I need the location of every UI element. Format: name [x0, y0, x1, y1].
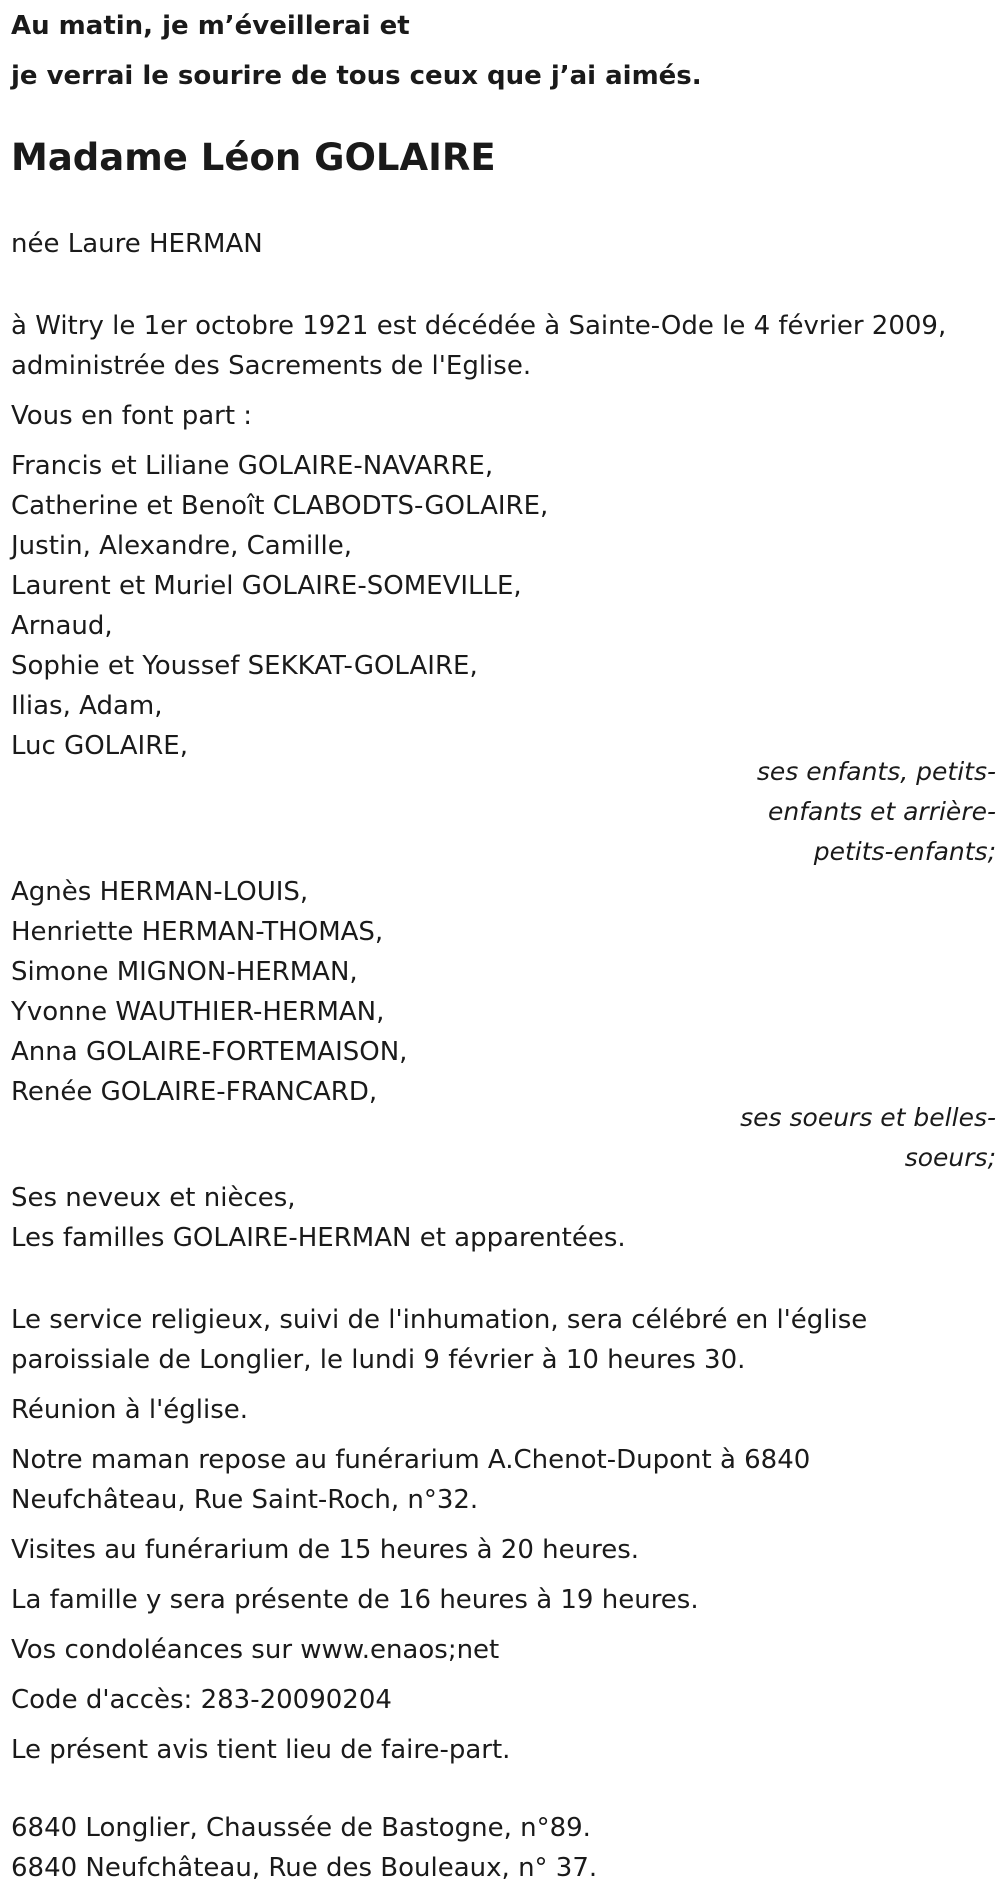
- visits-text: Visites au funérarium de 15 heures à 20 heures.: [11, 1535, 640, 1565]
- notice-text: Le présent avis tient lieu de faire-part.: [11, 1735, 511, 1765]
- children-relation-line-1: ses enfants, petits-: [756, 757, 996, 786]
- family-member: Yvonne WAUTHIER-HERMAN,: [11, 997, 385, 1027]
- epigraph-line-2: je verrai le sourire de tous ceux que j’ai aimés.: [11, 61, 702, 91]
- children-relation-line-2: enfants et arrière-: [768, 797, 996, 826]
- family-member: Renée GOLAIRE-FRANCARD,: [11, 1077, 378, 1107]
- condolences-text: Vos condoléances sur www.enaos;net: [11, 1635, 500, 1665]
- family-presence-text: La famille y sera présente de 16 heures à 19 heures.: [11, 1585, 699, 1615]
- address-line-2: 6840 Neufchâteau, Rue des Bouleaux, n° 37.: [11, 1853, 598, 1883]
- family-member: Agnès HERMAN-LOUIS,: [11, 877, 309, 907]
- family-member: Anna GOLAIRE-FORTEMAISON,: [11, 1037, 408, 1067]
- funerarium-line-2: Neufchâteau, Rue Saint-Roch, n°32.: [11, 1485, 479, 1515]
- family-member: Arnaud,: [11, 611, 113, 641]
- details-line-1: à Witry le 1er octobre 1921 est décédée à Sainte-Ode le 4 février 2009,: [11, 311, 947, 341]
- funerarium-line-1: Notre maman repose au funérarium A.Chenot-Dupont à 6840: [11, 1445, 811, 1475]
- family-member: Francis et Liliane GOLAIRE-NAVARRE,: [11, 451, 494, 481]
- children-relation-line-3: petits-enfants;: [813, 837, 996, 866]
- family-member: Henriette HERMAN-THOMAS,: [11, 917, 384, 947]
- others-line-1: Ses neveux et nièces,: [11, 1183, 296, 1213]
- announcement-intro: Vous en font part :: [11, 401, 253, 431]
- others-line-2: Les familles GOLAIRE-HERMAN et apparentées.: [11, 1223, 626, 1253]
- reunion-text: Réunion à l'église.: [11, 1395, 249, 1425]
- service-line-2: paroissiale de Longlier, le lundi 9 février à 10 heures 30.: [11, 1345, 746, 1375]
- family-member: Sophie et Youssef SEKKAT-GOLAIRE,: [11, 651, 478, 681]
- sisters-relation-line-1: ses soeurs et belles-: [740, 1103, 996, 1132]
- page-title: Madame Léon GOLAIRE: [11, 136, 496, 179]
- details-line-2: administrée des Sacrements de l'Eglise.: [11, 351, 532, 381]
- access-code-text: Code d'accès: 283-20090204: [11, 1685, 392, 1715]
- address-line-1: 6840 Longlier, Chaussée de Bastogne, n°89.: [11, 1813, 591, 1843]
- family-member: Ilias, Adam,: [11, 691, 163, 721]
- service-line-1: Le service religieux, suivi de l'inhumation, sera célébré en l'église: [11, 1305, 868, 1335]
- birth-name: née Laure HERMAN: [11, 229, 263, 259]
- family-member: Justin, Alexandre, Camille,: [11, 531, 352, 561]
- family-member: Luc GOLAIRE,: [11, 731, 188, 761]
- family-member: Simone MIGNON-HERMAN,: [11, 957, 358, 987]
- family-member: Catherine et Benoît CLABODTS-GOLAIRE,: [11, 491, 549, 521]
- epigraph-line-1: Au matin, je m’éveillerai et: [11, 11, 410, 41]
- sisters-relation-line-2: soeurs;: [904, 1143, 996, 1172]
- family-member: Laurent et Muriel GOLAIRE-SOMEVILLE,: [11, 571, 522, 601]
